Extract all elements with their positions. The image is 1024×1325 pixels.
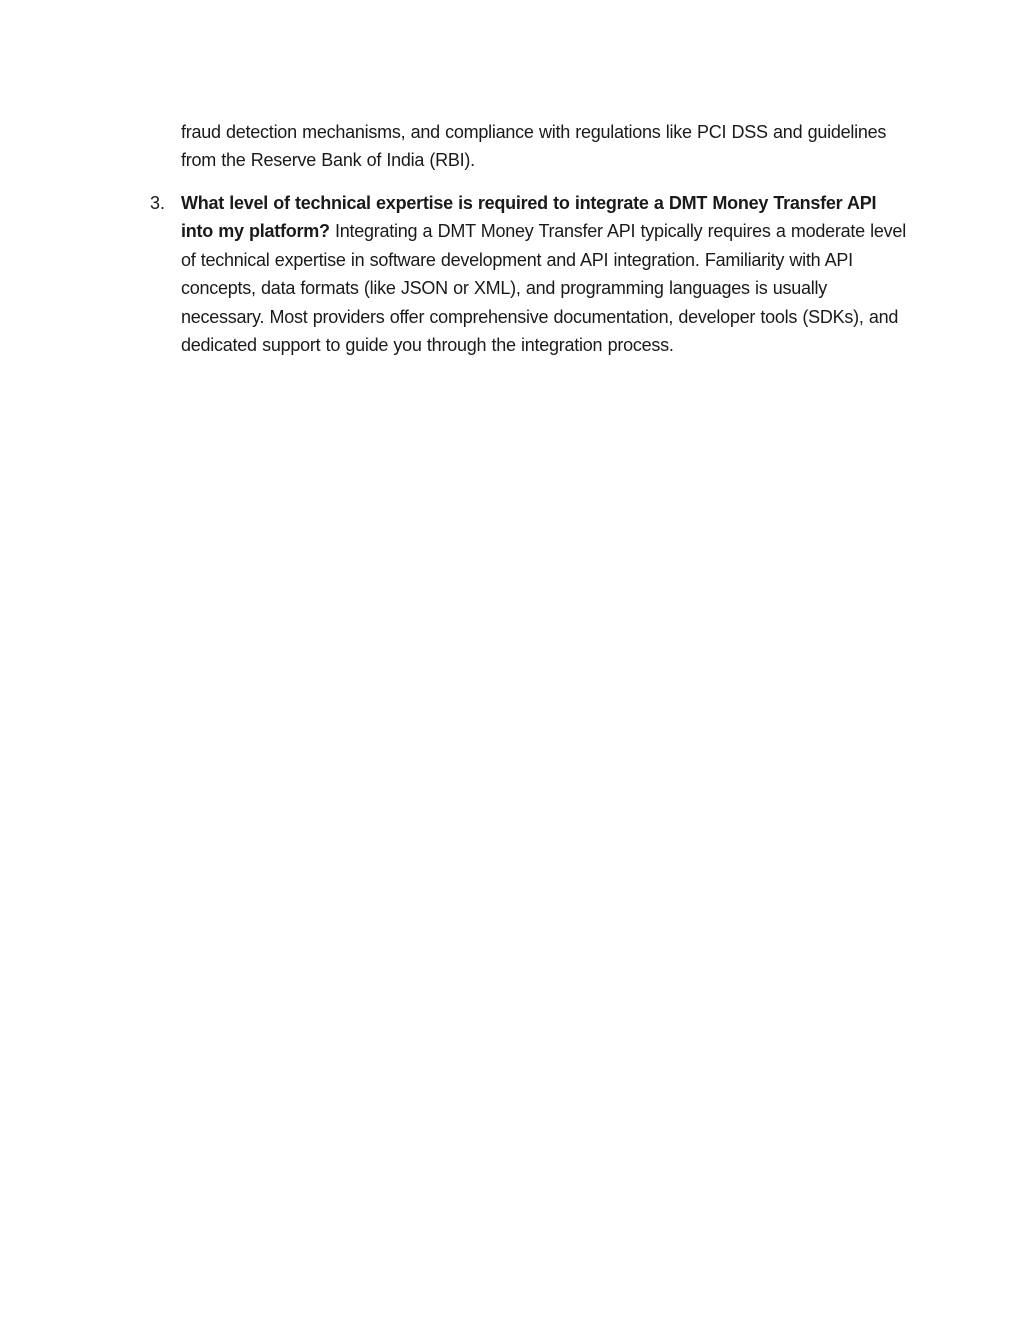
faq-question: What level of technical expertise is required to integrate a DMT Money Transfer API into my platform? bbox=[181, 193, 877, 242]
faq-item-body bbox=[181, 189, 911, 359]
list-item-number: 3. bbox=[150, 193, 166, 213]
continuation-paragraph: fraud detection mechanisms, and compliance with regulations like PCI DSS and guidelines from the Reserve Bank of India (RBI). bbox=[181, 122, 887, 171]
faq-answer: Integrating a DMT Money Transfer API typically requires a moderate level of technical expertise in software development and API integration. Familiarity with API concepts, data formats (like JSON or XML), and programming languages is usually necessary. Most providers offer comprehensive documentation, developer tools (SDKs), and dedicated support to guide you through the integration process. bbox=[181, 221, 906, 356]
